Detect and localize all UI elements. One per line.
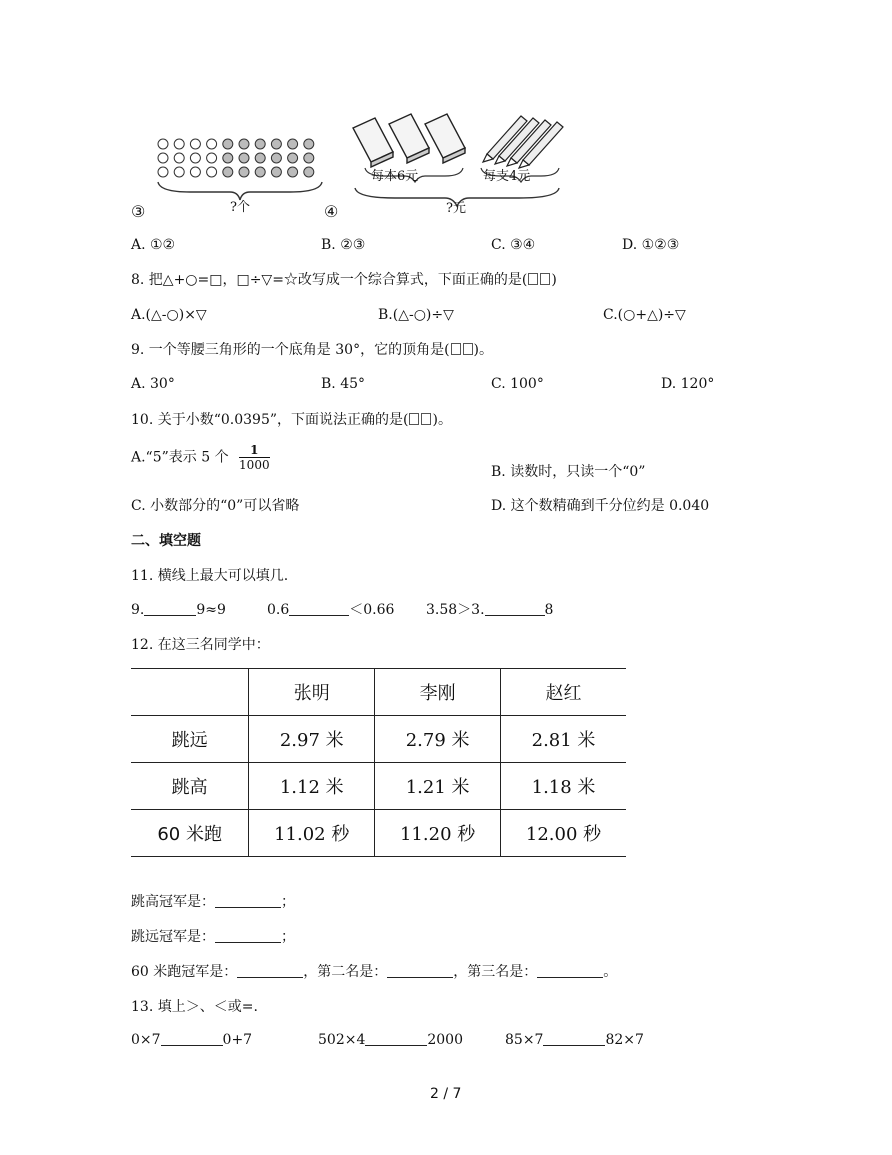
dot <box>239 153 249 163</box>
q8-option-a: A.(△-○)×▽ <box>131 307 207 323</box>
table-row <box>131 763 626 810</box>
q10-option-c: C. 小数部分的“0”可以省略 <box>131 498 300 514</box>
dot <box>288 153 298 163</box>
q12-stem: 12. 在这三名同学中： <box>131 637 270 653</box>
dot <box>158 167 168 177</box>
dot <box>223 167 233 177</box>
q9-option-d: D. 120° <box>661 376 715 392</box>
q7-option-c: C. ③④ <box>491 237 536 253</box>
q13-problem-1: 0×7 0+7 <box>131 1032 253 1048</box>
q10-option-a: A.“5”表示 5 个 $\frac{1}{1000}$ <box>131 443 270 472</box>
fig4-caption: ?元 <box>446 201 466 216</box>
dot <box>207 153 217 163</box>
answer-blank[interactable] <box>215 893 281 908</box>
dot <box>207 167 217 177</box>
dot <box>288 167 298 177</box>
q9-option-b: B. 45° <box>321 376 366 392</box>
q13-problem-2: 502×4 2000 <box>318 1032 463 1048</box>
table-cell: 2.97 米 <box>249 716 375 763</box>
answer-blank[interactable] <box>289 601 349 616</box>
fig3-caption: ?个 <box>230 200 250 215</box>
table-header-cell: 李刚 <box>375 669 501 716</box>
dot <box>304 153 314 163</box>
dot <box>190 167 200 177</box>
q11-problem-3: 3.58＞3. 8 <box>426 602 554 618</box>
q8-option-b: B.(△-○)÷▽ <box>378 307 454 323</box>
table-cell: 11.20 秒 <box>375 810 501 857</box>
dot <box>239 167 249 177</box>
dot <box>207 139 217 149</box>
answer-blank[interactable] <box>161 1031 223 1046</box>
fig4-label: ④ <box>324 202 339 221</box>
pencil-price: 每支4元 <box>483 169 531 184</box>
section-title: 二、填空题 <box>131 533 201 549</box>
q13-stem: 13. 填上＞、＜或=. <box>131 999 258 1015</box>
dot <box>174 167 184 177</box>
dot <box>174 153 184 163</box>
dot <box>255 153 265 163</box>
dot <box>158 153 168 163</box>
q11-problem-2: 0.6 ＜0.66 <box>267 602 395 618</box>
q9-option-c: C. 100° <box>491 376 544 392</box>
dot <box>288 139 298 149</box>
row-label: 跳远 <box>131 716 249 763</box>
dot <box>190 153 200 163</box>
q9-option-a: A. 30° <box>131 376 175 392</box>
answer-blank[interactable] <box>215 928 281 943</box>
scores-table <box>131 668 626 857</box>
dot <box>304 139 314 149</box>
answer-blank[interactable] <box>537 963 603 978</box>
dot <box>223 153 233 163</box>
answer-blank[interactable] <box>387 963 453 978</box>
dot <box>158 139 168 149</box>
q8-stem: 8. 把△+○=□，□÷▽=☆改写成一个综合算式，下面正确的是( ) <box>131 272 557 288</box>
q10-option-d: D. 这个数精确到千分位约是 0.040 <box>491 498 710 514</box>
notebook-icon <box>353 114 465 167</box>
table-cell: 2.79 米 <box>375 716 501 763</box>
answer-blank[interactable] <box>365 1031 427 1046</box>
answer-blank[interactable] <box>543 1031 605 1046</box>
q7-option-d: D. ①②③ <box>622 237 680 253</box>
table-row <box>131 716 626 763</box>
q8-option-c: C.(○+△)÷▽ <box>603 307 686 323</box>
q9-stem: 9. 一个等腰三角形的一个底角是 30°，它的顶角是( )。 <box>131 342 494 358</box>
q7-option-b: B. ②③ <box>321 237 366 253</box>
table-cell: 1.18 米 <box>501 763 626 810</box>
table-header-cell: 张明 <box>249 669 375 716</box>
row-label: 60 米跑 <box>131 810 249 857</box>
table-header-cell: 赵红 <box>501 669 626 716</box>
answer-blank[interactable] <box>485 601 545 616</box>
table-cell: 11.02 秒 <box>249 810 375 857</box>
q7-option-a: A. ①② <box>131 237 176 253</box>
fraction: $\frac{1}{1000}$ <box>239 443 270 472</box>
fig3-label: ③ <box>131 202 146 221</box>
q11-stem: 11. 横线上最大可以填几. <box>131 568 289 584</box>
long-jump-line: 跳远冠军是： ； <box>131 929 295 945</box>
table-row <box>131 810 626 857</box>
row-label: 跳高 <box>131 763 249 810</box>
answer-blank[interactable] <box>144 601 196 616</box>
table-cell: 2.81 米 <box>501 716 626 763</box>
table-cell: 12.00 秒 <box>501 810 626 857</box>
dot <box>174 139 184 149</box>
dot <box>223 139 233 149</box>
table-header-row <box>131 669 626 716</box>
dot <box>271 153 281 163</box>
high-jump-line: 跳高冠军是： ； <box>131 894 295 910</box>
table-cell: 1.12 米 <box>249 763 375 810</box>
q10-option-b: B. 读数时，只读一个“0” <box>491 464 646 480</box>
dot <box>271 167 281 177</box>
q10-stem: 10. 关于小数“0.0395”，下面说法正确的是( )。 <box>131 412 452 428</box>
q11-problem-1: 9. 9≈9 <box>131 602 226 618</box>
run-line: 60 米跑冠军是： ，第二名是： ，第三名是： 。 <box>131 964 618 980</box>
dot <box>239 139 249 149</box>
dot <box>190 139 200 149</box>
page-number: 2 / 7 <box>430 1086 462 1102</box>
dot <box>304 167 314 177</box>
dot <box>255 167 265 177</box>
dot <box>255 139 265 149</box>
q13-problem-3: 85×7 82×7 <box>505 1032 644 1048</box>
pencil-icon <box>483 116 563 168</box>
dot <box>271 139 281 149</box>
table-cell: 1.21 米 <box>375 763 501 810</box>
table-header-cell <box>131 669 249 716</box>
answer-blank[interactable] <box>237 963 303 978</box>
notebook-price: 每本6元 <box>371 169 419 184</box>
